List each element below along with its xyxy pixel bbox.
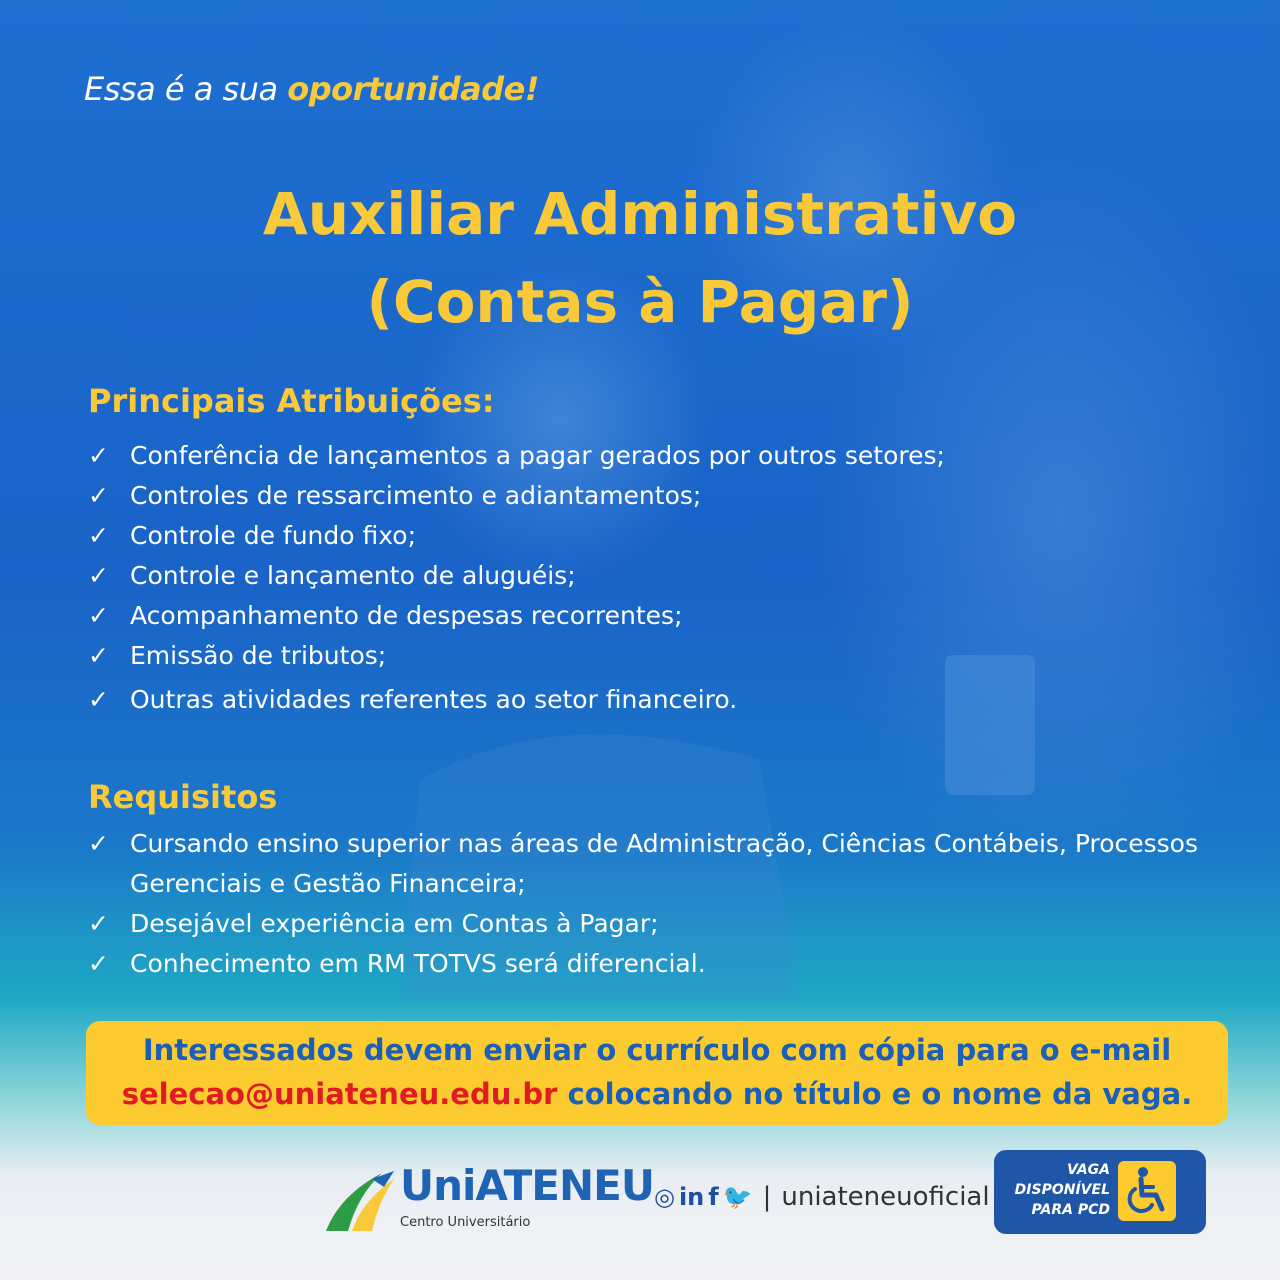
check-icon: ✓ — [88, 481, 109, 510]
requirements-heading: Requisitos — [88, 778, 278, 816]
check-icon: ✓ — [88, 641, 109, 670]
responsibilities-heading: Principais Atribuições: — [88, 382, 495, 420]
job-title-line2: (Contas à Pagar) — [366, 268, 914, 336]
social-handle: uniateneuoficial — [781, 1182, 990, 1212]
check-icon: ✓ — [88, 601, 109, 630]
list-item: ✓ Acompanhamento de despesas recorrentes; — [88, 596, 1198, 636]
check-icon: ✓ — [88, 949, 109, 978]
facebook-icon[interactable]: f — [708, 1183, 719, 1211]
logo-wordmark: UniATENEU — [400, 1161, 654, 1210]
social-links — [654, 1182, 990, 1212]
twitter-icon[interactable]: 🐦 — [722, 1183, 753, 1211]
linkedin-icon[interactable]: in — [678, 1183, 705, 1211]
list-item: ✓ Cursando ensino superior nas áreas de Administração, Ciências Contábeis, Processos Gerenciais e Gestão Financeira; — [88, 824, 1198, 904]
instagram-icon[interactable]: ◎ — [654, 1183, 675, 1211]
check-icon: ✓ — [88, 829, 109, 858]
responsibilities-list — [88, 436, 1198, 720]
logo-mark-icon — [322, 1165, 398, 1235]
list-item: ✓ Desejável experiência em Contas à Pagar; — [88, 904, 1198, 944]
check-icon: ✓ — [88, 685, 109, 714]
check-icon: ✓ — [88, 441, 109, 470]
pcd-badge — [994, 1150, 1206, 1234]
list-item: ✓ Outras atividades referentes ao setor financeiro. — [88, 680, 1198, 720]
banner-line2-rest: colocando no título e o nome da vaga. — [567, 1077, 1193, 1111]
requirements-list — [88, 824, 1198, 984]
check-icon: ✓ — [88, 909, 109, 938]
application-banner — [86, 1021, 1228, 1125]
tagline-highlight: oportunidade! — [287, 70, 539, 108]
tagline — [84, 70, 539, 108]
list-item: ✓ Controles de ressarcimento e adiantamentos; — [88, 476, 1198, 516]
uniateneu-logo[interactable] — [322, 1161, 654, 1235]
email-link[interactable]: selecao@uniateneu.edu.br — [121, 1077, 558, 1111]
list-item: ✓ Controle e lançamento de aluguéis; — [88, 556, 1198, 596]
job-title-line1: Auxiliar Administrativo — [262, 180, 1018, 248]
wheelchair-icon — [1118, 1161, 1176, 1221]
job-title — [0, 170, 1280, 346]
check-icon: ✓ — [88, 561, 109, 590]
list-item: ✓ Conferência de lançamentos a pagar gerados por outros setores; — [88, 436, 1198, 476]
list-item: ✓ Conhecimento em RM TOTVS será diferencial. — [88, 944, 1198, 984]
banner-line1: Interessados devem enviar o currículo com cópia para o e-mail — [142, 1033, 1172, 1067]
social-separator: | — [762, 1182, 772, 1212]
logo-subtitle: Centro Universitário — [400, 1215, 531, 1230]
tagline-prefix: Essa é a sua — [84, 70, 278, 108]
banner-line2 — [86, 1072, 1228, 1116]
pcd-badge-text: VAGA DISPONÍVEL PARA PCD — [1014, 1162, 1110, 1218]
list-item: ✓ Controle de fundo fixo; — [88, 516, 1198, 556]
list-item: ✓ Emissão de tributos; — [88, 636, 1198, 676]
check-icon: ✓ — [88, 521, 109, 550]
